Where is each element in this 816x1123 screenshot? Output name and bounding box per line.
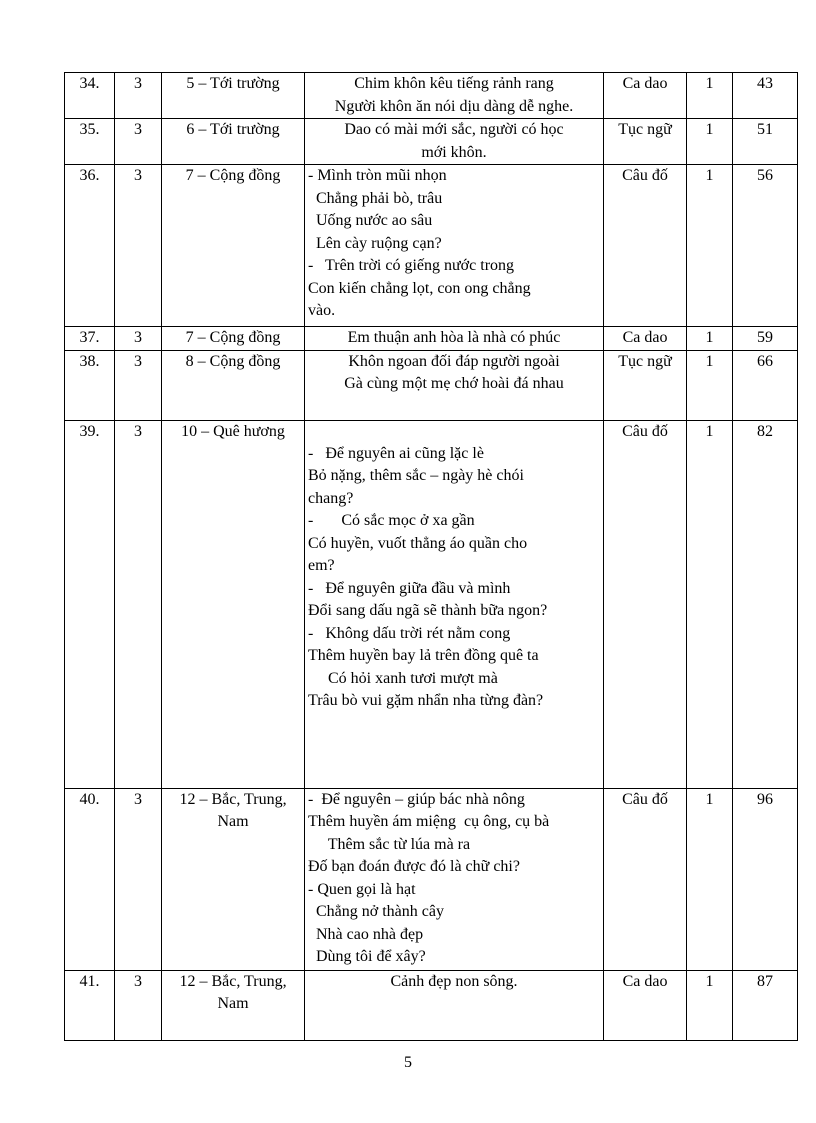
grade-cell: 3 [115, 350, 162, 420]
grade-cell: 3 [115, 788, 162, 970]
row-number: 37. [65, 327, 115, 351]
unit-cell: 5 – Tới trường [162, 73, 305, 119]
content-line: Có hỏi xanh tươi mượt mà [308, 669, 498, 687]
count-cell: 1 [687, 73, 733, 119]
table-row [65, 788, 798, 970]
unit-cell: 6 – Tới trường [162, 119, 305, 165]
unit-cell: 7 – Cộng đồng [162, 165, 305, 327]
content-line: Đổi sang dấu ngã sẽ thành bữa ngon? [308, 602, 548, 619]
table-row [65, 73, 798, 119]
table-row [65, 165, 798, 327]
row-number: 35. [65, 119, 115, 165]
content-line: Thêm huyền bay lả trên đồng quê ta [308, 647, 539, 664]
genre-cell: Ca dao [604, 327, 687, 351]
content-cell [305, 788, 604, 970]
content-cell [305, 73, 604, 119]
grade-cell: 3 [115, 119, 162, 165]
content-line: Chim khôn kêu tiếng rảnh rang [354, 75, 554, 92]
table-row [65, 970, 798, 1040]
grade-cell: 3 [115, 420, 162, 788]
count-cell: 1 [687, 165, 733, 327]
unit-cell: 7 – Cộng đồng [162, 327, 305, 351]
content-line: Cảnh đẹp non sông. [390, 972, 518, 990]
page-cell: 87 [733, 970, 798, 1040]
content-line: Con kiến chẳng lọt, con ong chẳng [308, 279, 531, 297]
count-cell: 1 [687, 788, 733, 970]
page-number: 5 [404, 1054, 412, 1071]
content-line: - Có sắc mọc ở xa gần [308, 512, 475, 529]
content-line: Chẳng nở thành cây [308, 903, 444, 920]
content-line: Nhà cao nhà đẹp [308, 925, 424, 943]
content-line: - Để nguyên – giúp bác nhà nông [308, 790, 525, 808]
page-cell: 56 [733, 165, 798, 327]
row-number: 34. [65, 73, 115, 119]
content-cell [305, 165, 604, 327]
row-number: 36. [65, 165, 115, 327]
page-cell: 43 [733, 73, 798, 119]
grade-cell: 3 [115, 327, 162, 351]
table-row [65, 350, 798, 420]
unit-cell: 12 – Bắc, Trung, Nam [162, 788, 305, 970]
genre-cell: Câu đố [604, 420, 687, 788]
content-line: Thêm huyền ám miệng cụ ông, cụ bà [308, 813, 550, 830]
content-line: - Trên trời có giếng nước trong [308, 257, 515, 274]
table-row [65, 420, 798, 788]
row-number: 41. [65, 970, 115, 1040]
content-line: - Để nguyên giữa đầu và mình [308, 579, 511, 597]
row-number: 39. [65, 420, 115, 788]
content-line: Đố bạn đoán được đó là chữ chi? [308, 858, 520, 875]
page-cell: 59 [733, 327, 798, 351]
count-cell: 1 [687, 420, 733, 788]
content-line: Người khôn ăn nói dịu dàng dễ nghe. [334, 97, 574, 115]
content-line: Dùng tôi để xây? [308, 948, 426, 965]
genre-cell: Ca dao [604, 73, 687, 119]
content-line: Khôn ngoan đối đáp người ngoài [348, 352, 560, 370]
page-cell: 51 [733, 119, 798, 165]
row-number: 38. [65, 350, 115, 420]
content-cell [305, 350, 604, 420]
content-line: - Để nguyên ai cũng lặc lè [308, 444, 484, 462]
unit-cell: 8 – Cộng đồng [162, 350, 305, 420]
content-line: mới khôn. [421, 143, 487, 161]
genre-cell: Câu đố [604, 165, 687, 327]
count-cell: 1 [687, 350, 733, 420]
grade-cell: 3 [115, 970, 162, 1040]
content-line: Bỏ nặng, thêm sắc – ngày hè chói [308, 467, 524, 484]
content-cell [305, 327, 604, 351]
content-line: - Mình tròn mũi nhọn [308, 167, 447, 184]
content-line: Lên cày ruộng cạn? [308, 234, 442, 252]
content-cell [305, 119, 604, 165]
table-row [65, 119, 798, 165]
unit-cell: 12 – Bắc, Trung, Nam [162, 970, 305, 1040]
page-cell: 82 [733, 420, 798, 788]
content-line: Gà cùng một mẹ chớ hoài đá nhau [344, 375, 564, 392]
count-cell: 1 [687, 970, 733, 1040]
table-row [65, 327, 798, 351]
content-line: Chẳng phải bò, trâu [308, 189, 443, 207]
literature-table [64, 72, 798, 1041]
content-line: - Không dấu trời rét nằm cong [308, 624, 511, 642]
genre-cell: Tục ngữ [604, 350, 687, 420]
content-line: Thêm sắc từ lúa mà ra [308, 835, 471, 853]
genre-cell: Ca dao [604, 970, 687, 1040]
genre-cell: Câu đố [604, 788, 687, 970]
count-cell: 1 [687, 119, 733, 165]
content-line: em? [308, 557, 335, 574]
genre-cell: Tục ngữ [604, 119, 687, 165]
unit-cell: 10 – Quê hương [162, 420, 305, 788]
grade-cell: 3 [115, 165, 162, 327]
page-cell: 66 [733, 350, 798, 420]
grade-cell: 3 [115, 73, 162, 119]
content-line: Dao có mài mới sắc, người có học [344, 121, 564, 138]
content-line: Trâu bò vui gặm nhẩn nha từng đàn? [308, 692, 544, 709]
page-cell: 96 [733, 788, 798, 970]
content-cell [305, 970, 604, 1040]
content-line: Uống nước ao sâu [308, 212, 433, 229]
content-line: Em thuận anh hòa là nhà có phúc [347, 329, 561, 346]
content-line: - Quen gọi là hạt [308, 880, 416, 898]
content-line: chang? [308, 489, 354, 507]
count-cell: 1 [687, 327, 733, 351]
row-number: 40. [65, 788, 115, 970]
content-cell [305, 420, 604, 788]
content-line: vào. [308, 302, 336, 319]
content-line: Có huyền, vuốt thẳng áo quần cho [308, 534, 528, 552]
